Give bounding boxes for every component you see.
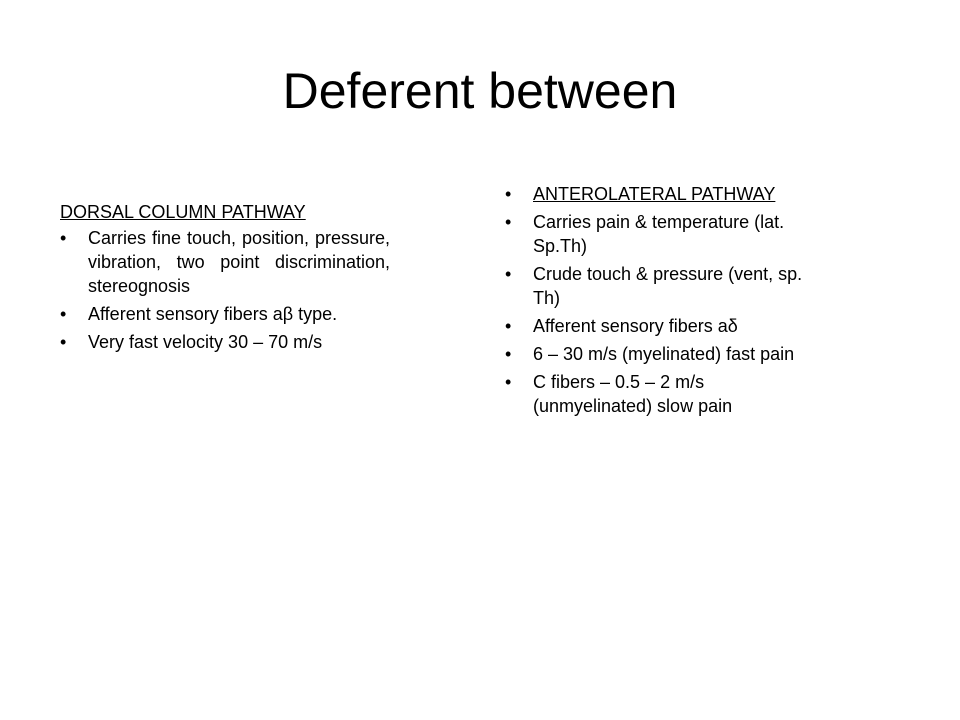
dorsal-column-heading: DORSAL COLUMN PATHWAY [60,202,306,222]
bullet-icon: • [505,184,512,204]
dorsal-column-section [60,200,390,358]
bullet-icon: • [505,344,512,364]
list-item [505,210,825,258]
list-item-text: Carries fine touch, position, pressure, vibration, two point discrimination, stereognosis [88,228,390,296]
list-item-heading [505,182,825,206]
slide-title: Deferent between [282,63,678,119]
list-item-text: 6 – 30 m/s (myelinated) fast pain [533,344,795,364]
list-item [60,330,390,354]
bullet-icon: • [60,228,67,248]
anterolateral-section [505,182,825,422]
list-item [505,342,825,366]
dorsal-column-list [60,226,390,354]
bullet-icon: • [505,372,512,392]
list-item-text: Very fast velocity 30 – 70 m/s [88,332,323,352]
bullet-icon: • [60,332,67,352]
list-item-text: Afferent sensory fibers aβ type. [88,304,338,324]
list-item-text: Afferent sensory fibers aδ [533,316,738,336]
list-item-text: Crude touch & pressure (vent, sp. Th) [533,264,803,308]
bullet-icon: • [505,264,512,284]
bullet-icon: • [60,304,67,324]
bullet-icon: • [505,212,512,232]
list-item-text: C fibers – 0.5 – 2 m/s (unmyelinated) slow pain [533,372,733,416]
list-item [505,314,825,338]
bullet-icon: • [505,316,512,336]
anterolateral-heading: ANTEROLATERAL PATHWAY [533,184,776,204]
list-item [505,262,825,310]
list-item [505,370,825,418]
list-item-text: Carries pain & temperature (lat. Sp.Th) [533,212,785,256]
anterolateral-list [505,182,825,418]
list-item [60,302,390,326]
list-item [60,226,390,298]
